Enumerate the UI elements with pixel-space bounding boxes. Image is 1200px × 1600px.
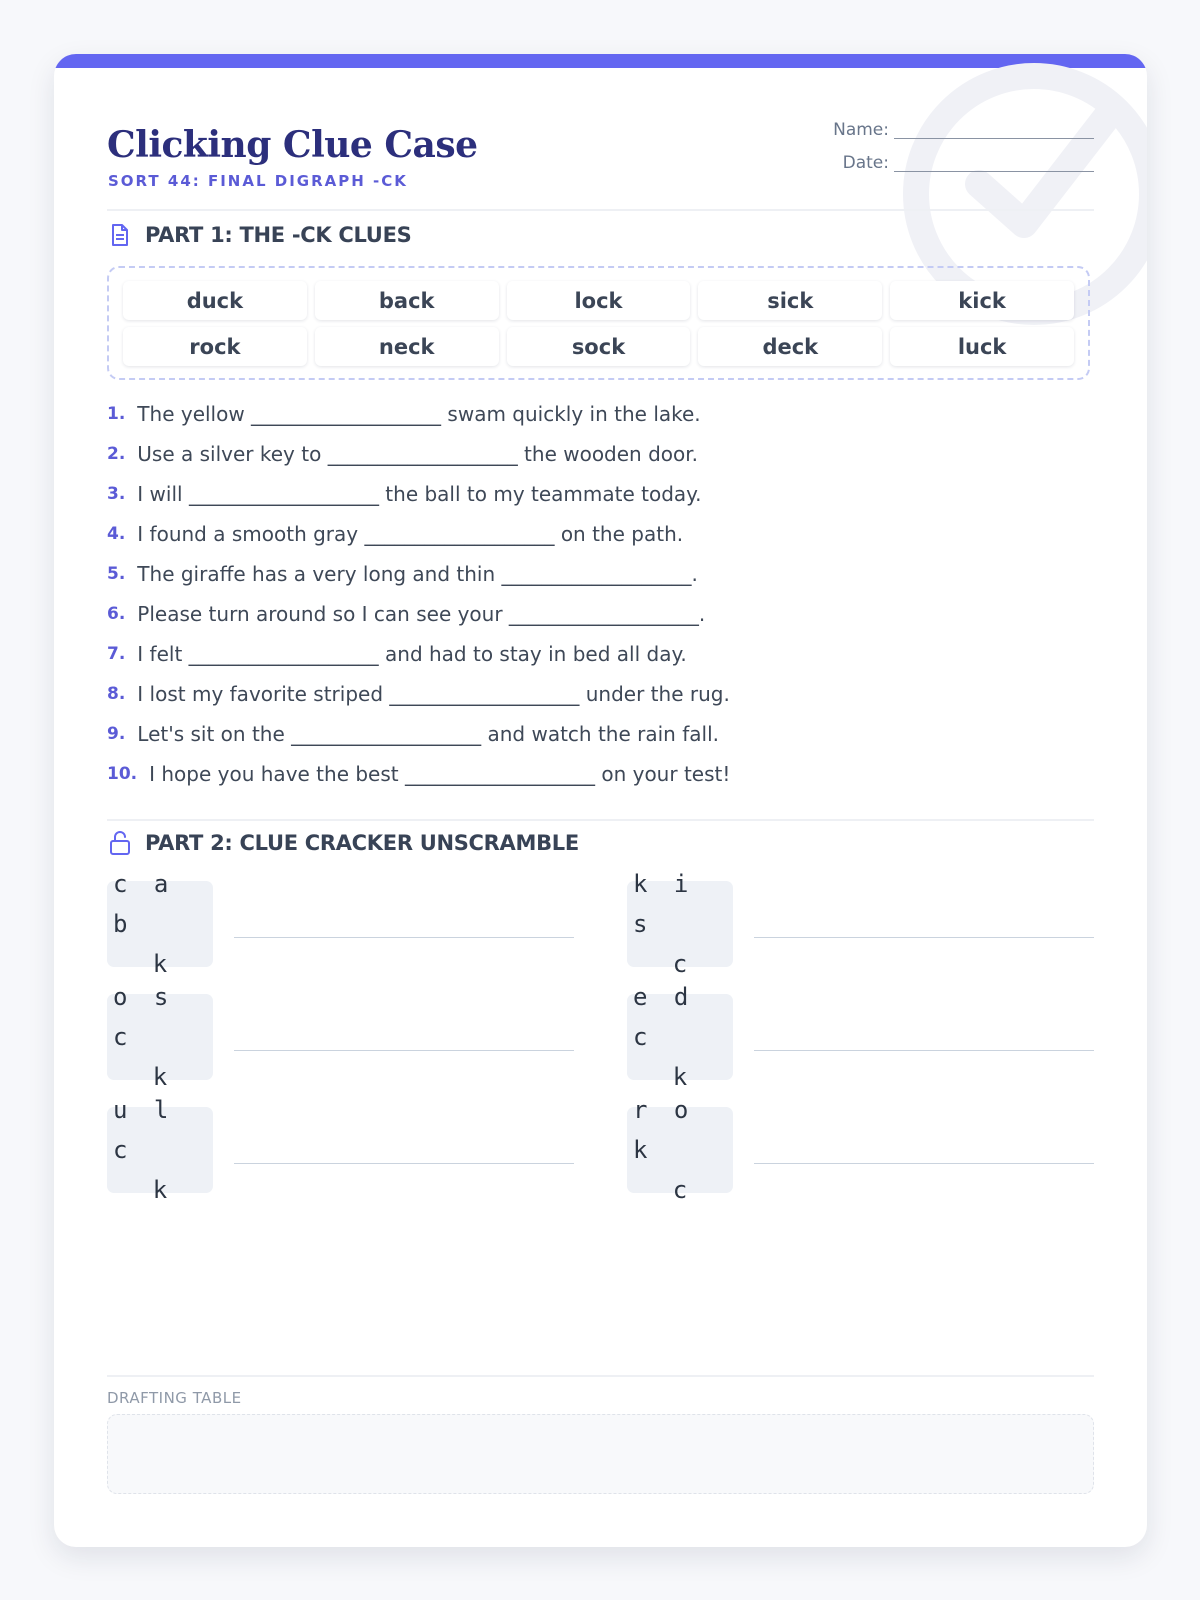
divider	[107, 209, 1094, 211]
answer-line[interactable]	[234, 1163, 574, 1164]
answer-line[interactable]	[754, 1050, 1094, 1051]
sentence-number: 3.	[107, 484, 126, 504]
sentence-item[interactable]	[107, 714, 1094, 754]
divider	[107, 819, 1094, 821]
unlock-icon	[107, 830, 133, 856]
scramble-letters: c	[672, 1176, 694, 1204]
scramble-tiles	[107, 870, 213, 978]
sentence-number: 8.	[107, 684, 126, 704]
word-chip: deck	[698, 327, 882, 366]
sentence-text: The yellow ___________________ swam quickly in the lake.	[137, 402, 701, 426]
part2-header	[107, 830, 579, 856]
word-chip: lock	[507, 281, 691, 320]
name-label: Name:	[833, 120, 889, 140]
sentence-number: 4.	[107, 524, 126, 544]
part1-heading: PART 1: THE -CK CLUES	[145, 223, 412, 247]
sentence-number: 9.	[107, 724, 126, 744]
scramble-tiles	[627, 1096, 733, 1204]
scramble-letters: o s c	[113, 983, 175, 1051]
scramble-tiles	[627, 983, 733, 1091]
scramble-letters: k	[672, 1063, 694, 1091]
scramble-tiles	[107, 983, 213, 1091]
scramble-letters: k i s	[633, 870, 695, 938]
word-chip: back	[315, 281, 499, 320]
scramble-letters: c a b	[113, 870, 175, 938]
sentence-text: Please turn around so I can see your ___________________.	[137, 602, 706, 626]
scramble-letters: k	[152, 950, 174, 978]
sentence-text: I will ___________________ the ball to my teammate today.	[137, 482, 702, 506]
sentence-text: I felt ___________________ and had to stay in bed all day.	[137, 642, 687, 666]
sentence-number: 7.	[107, 644, 126, 664]
scramble-letters: k	[152, 1063, 174, 1091]
word-chip: sick	[698, 281, 882, 320]
word-chip: sock	[507, 327, 691, 366]
part2-heading: PART 2: CLUE CRACKER UNSCRAMBLE	[145, 831, 579, 855]
divider	[107, 1375, 1094, 1377]
scramble-tiles	[107, 1096, 213, 1204]
sentence-number: 10.	[107, 764, 138, 784]
answer-line[interactable]	[754, 1163, 1094, 1164]
answer-line[interactable]	[234, 1050, 574, 1051]
sentence-number: 1.	[107, 404, 126, 424]
word-chip: luck	[890, 327, 1074, 366]
part1-header	[107, 222, 411, 248]
document-icon	[107, 222, 133, 248]
sentence-item[interactable]	[107, 674, 1094, 714]
sentence-number: 6.	[107, 604, 126, 624]
sentence-text: The giraffe has a very long and thin ___________________.	[137, 562, 698, 586]
sentence-text: I hope you have the best ___________________ on your test!	[149, 762, 731, 786]
scramble-letters: r o k	[633, 1096, 695, 1164]
drafting-area[interactable]	[107, 1414, 1094, 1494]
sentence-item[interactable]	[107, 594, 1094, 634]
scramble-letters: e d c	[633, 983, 695, 1051]
name-field[interactable]	[894, 138, 1094, 139]
sentence-item[interactable]	[107, 434, 1094, 474]
sentence-text: I lost my favorite striped ___________________ under the rug.	[137, 682, 730, 706]
date-field[interactable]	[894, 171, 1094, 172]
sentence-item[interactable]	[107, 754, 1094, 794]
worksheet-title: Clicking Clue Case	[107, 124, 478, 166]
scramble-letters: u l c	[113, 1096, 175, 1164]
sentence-text: I found a smooth gray ___________________ on the path.	[137, 522, 684, 546]
scramble-letters: c	[672, 950, 694, 978]
sentence-list	[107, 394, 1094, 794]
sentence-text: Use a silver key to ___________________ the wooden door.	[137, 442, 698, 466]
word-chip: duck	[123, 281, 307, 320]
scramble-tiles	[627, 870, 733, 978]
answer-line[interactable]	[234, 937, 574, 938]
word-bank	[107, 266, 1090, 380]
sentence-item[interactable]	[107, 474, 1094, 514]
drafting-label: DRAFTING TABLE	[107, 1389, 242, 1407]
word-chip: kick	[890, 281, 1074, 320]
word-chip: neck	[315, 327, 499, 366]
sentence-item[interactable]	[107, 514, 1094, 554]
date-label: Date:	[842, 153, 889, 173]
scramble-letters: k	[152, 1176, 174, 1204]
worksheet	[54, 54, 1147, 1547]
worksheet-subtitle: SORT 44: FINAL DIGRAPH -CK	[108, 172, 408, 190]
word-chip: rock	[123, 327, 307, 366]
sentence-number: 2.	[107, 444, 126, 464]
sentence-number: 5.	[107, 564, 126, 584]
answer-line[interactable]	[754, 937, 1094, 938]
sentence-item[interactable]	[107, 394, 1094, 434]
sentence-text: Let's sit on the ___________________ and watch the rain fall.	[137, 722, 719, 746]
sentence-item[interactable]	[107, 634, 1094, 674]
sentence-item[interactable]	[107, 554, 1094, 594]
